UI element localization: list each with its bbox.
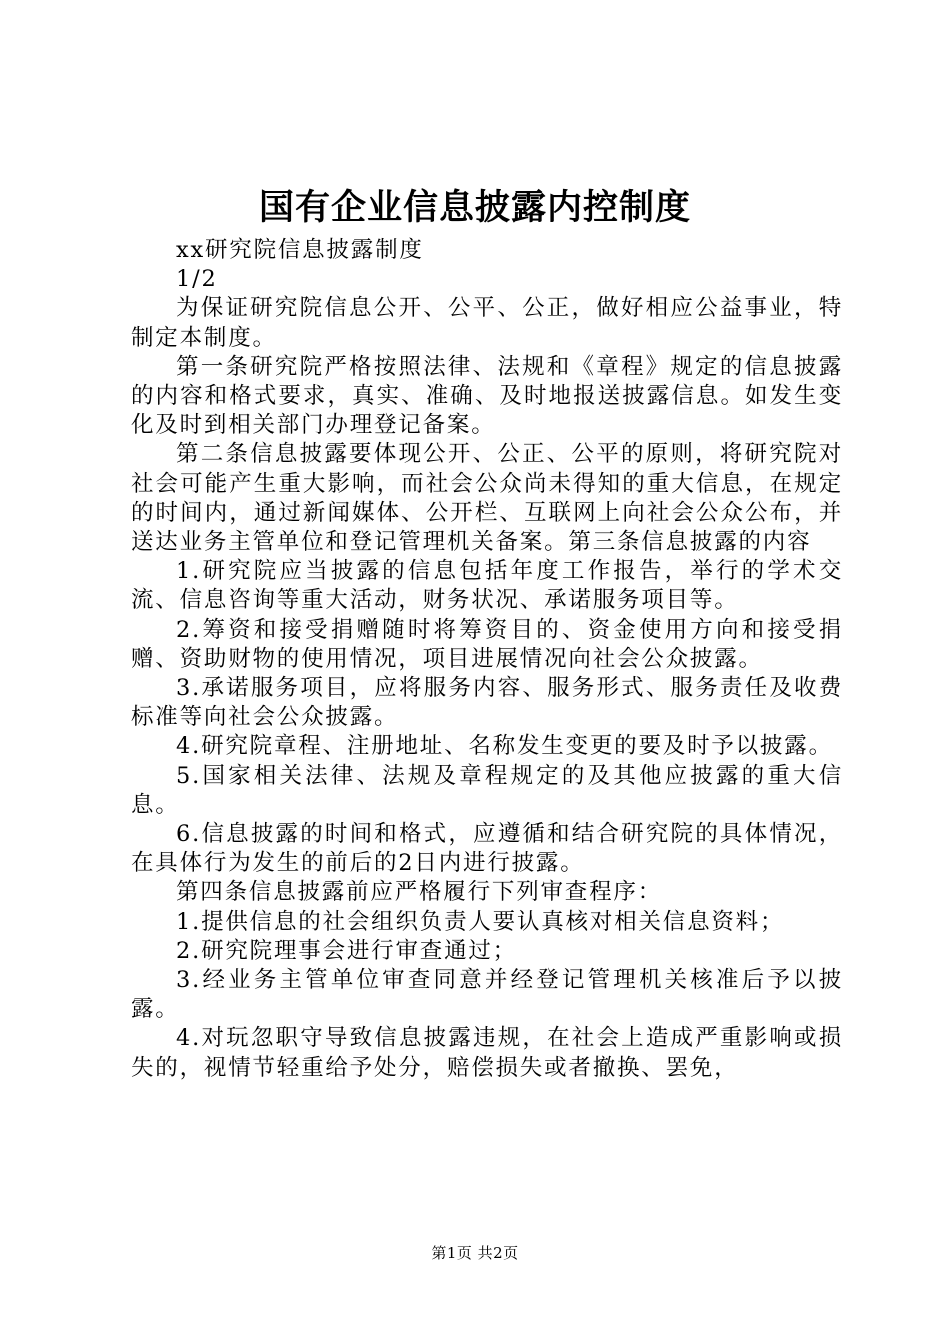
list-item: 1.提供信息的社会组织负责人要认真核对相关信息资料；: [176, 908, 785, 935]
subtitle-line: xx研究院信息披露制度: [176, 237, 424, 263]
list-item: 2.研究院理事会进行审查通过；: [176, 937, 517, 964]
document-title: 国有企业信息披露内控制度: [258, 187, 691, 228]
list-item: 3.承诺服务项目，应将服务内容、服务形式、服务责任及收费标准等向社会公众披露。: [131, 675, 843, 731]
list-item: 3.经业务主管单位审查同意并经登记管理机关核准后予以披露。: [131, 967, 843, 1023]
page-fraction-line: 1/2: [176, 266, 218, 293]
list-item: 6.信息披露的时间和格式，应遵循和结合研究院的具体情况，在具体行为发生的前后的2日内进行披露。: [131, 821, 843, 877]
list-item: 4.对玩忽职守导致信息披露违规，在社会上造成严重影响或损失的，视情节轻重给予处分，赔偿损失或者撤换、罢免，: [131, 1025, 843, 1081]
list-item: 4.研究院章程、注册地址、名称发生变更的要及时予以披露。: [176, 733, 833, 760]
article-1-paragraph: 第一条研究院严格按照法律、法规和《章程》规定的信息披露的内容和格式要求，真实、准确、及时地报送披露信息。如发生变化及时到相关部门办理登记备案。: [131, 353, 843, 439]
article-4-paragraph: 第四条信息披露前应严格履行下列审查程序：: [176, 879, 663, 906]
article-2-paragraph: 第二条信息披露要体现公开、公正、公平的原则，将研究院对社会可能产生重大影响，而社会公众尚未得知的重大信息，在规定的时间内，通过新闻媒体、公开栏、互联网上向社会公众公布，并送达业务主管单位和登记管理机关备案。第三条信息披露的内容: [131, 441, 843, 556]
list-item: 2.筹资和接受捐赠随时将筹资目的、资金使用方向和接受捐赠、资助财物的使用情况，项目进展情况向社会公众披露。: [131, 616, 843, 672]
list-item: 5.国家相关法律、法规及章程规定的及其他应披露的重大信息。: [131, 762, 843, 818]
document-body: [131, 236, 843, 1083]
intro-paragraph: 为保证研究院信息公开、公平、公正，做好相应公益事业，特制定本制度。: [131, 295, 843, 351]
list-item: 1.研究院应当披露的信息包括年度工作报告，举行的学术交流、信息咨询等重大活动，财务状况、承诺服务项目等。: [131, 558, 843, 614]
page-footer: 第1页 共2页: [431, 1244, 519, 1262]
